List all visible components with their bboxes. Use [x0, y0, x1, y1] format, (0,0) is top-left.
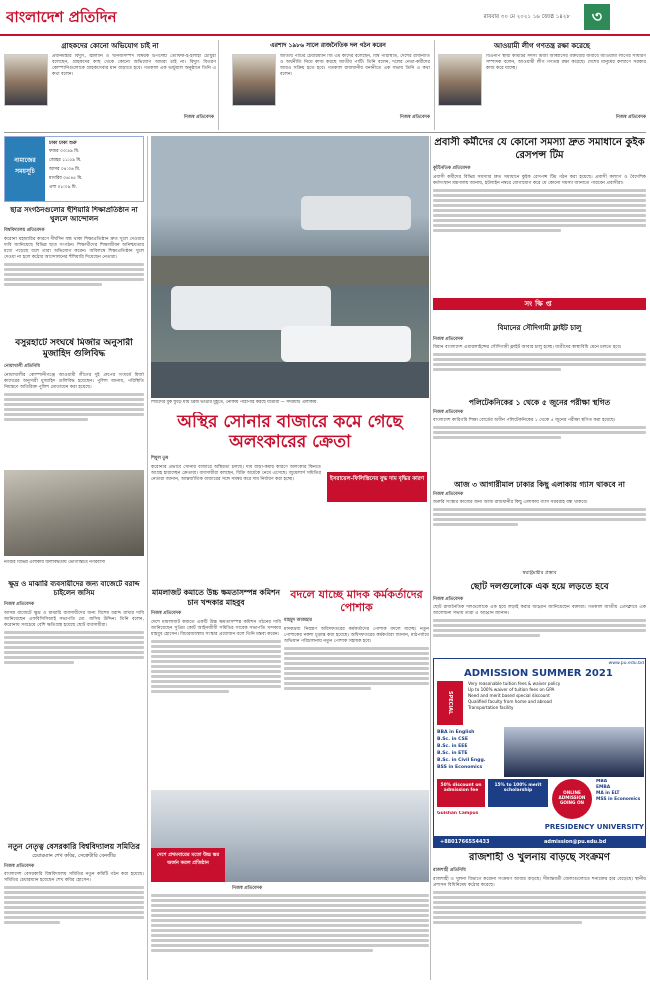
top-story-2-body: জাতীয় পার্টির চেয়ারম্যান জি এম কাদের বলেছেন, বিশ্ব পরিস্থিতি, দেশের রাজনীতি ও অর্থনীতি নিয়ে কাজ করছে জাতীয় পার্টি। তিনি বলেন, দলের নেতা-কর্মীদের আরও সক্রিয় হতে হবে। গতকাল রাজধানীর বনানীতে এক সভায় তিনি এ কথা বলেন।: [280, 54, 430, 77]
admission-ad[interactable]: [433, 658, 646, 848]
main-story: [151, 412, 429, 586]
brief-headline: বিমানের সৌদিগামী ফ্লাইট চালু: [497, 324, 582, 332]
story-right-4-byline: রাজশাহী প্রতিনিধি: [433, 868, 466, 873]
masthead: [0, 0, 650, 36]
ad-campus: Gulshan Campus: [437, 811, 479, 816]
brief-byline: নিজস্ব প্রতিবেদক: [433, 492, 464, 497]
story-left-2-headline: বসুরহাটে সংঘর্ষে মির্জার অনুসারী মুজাহিদ গুলিবিদ্ধ: [15, 338, 133, 359]
ad-url[interactable]: www.pu.edu.bd: [608, 661, 644, 666]
story-right-3-byline: নিজস্ব প্রতিবেদক: [433, 597, 464, 602]
portrait-photo: [232, 54, 276, 106]
top-story-1-byline: নিজস্ব প্রতিবেদক: [183, 115, 214, 120]
brief-item: [433, 322, 646, 396]
brief-headline: পলিটেকনিকের ১ থেকে ৫ জুনের পরীক্ষা স্থগিত: [468, 398, 611, 407]
brief-byline: নিজস্ব প্রতিবেদক: [433, 337, 464, 342]
top-story-2-headline: এরশাদ ১৯৮৬ সালে রাজনৈতিক দল গঠন করেন: [270, 42, 386, 49]
ad-discount-text: 50% discount on admission fee: [440, 783, 482, 793]
brief-item: [433, 398, 646, 478]
ad-program: MA in ELT: [596, 791, 620, 796]
paper-name: বাংলাদেশ প্রতিদিন: [6, 8, 117, 26]
top-story-3-body: বিএনপি স্থায়ী কমিটির সদস্য মির্জা আব্বাসের বক্তব্যের জবাবে আওয়ামী লীগের সাধারণ সম্পাদক বলেন, আওয়ামী লীগ গণতন্ত্র রক্ষা করেছে। দেশের মানুষের কল্যাণে সরকার কাজ করে যাচ্ছে।: [486, 54, 646, 71]
story-right-1: [433, 136, 646, 296]
top-story-1-body: প্রধানমন্ত্রীর বিদ্যুৎ, জ্বালানি ও খনিজসম্পদ বিষয়ক উপদেষ্টা তৌফিক-ই-ইলাহী চৌধুরী বলেছেন, গ্রাহকদের কাছ থেকে কোনো অভিযোগ আমরা চাই না। বিদ্যুৎ বিতরণ কোম্পানিগুলোকে গ্রাহকসেবার মান বাড়াতে হবে। গতকাল এক ভার্চুয়াল অনুষ্ঠানে তিনি এ কথা বলেন।: [52, 54, 216, 77]
weather-row: আসর ০৪:৩৬ মি.: [49, 167, 81, 172]
pull-quote-text: ইসরায়েল-ফিলিস্তিনের যুদ্ধ দাম বৃদ্ধির কারণ: [329, 476, 425, 482]
weather-row: ফজর ০৩:৪৯ মি.: [49, 149, 80, 154]
top-story-1: [4, 40, 216, 130]
weather-row: জোহর ১১:৫৯ মি.: [49, 158, 82, 163]
story-left-3-byline: নিজস্ব প্রতিবেদক: [4, 602, 35, 607]
story-left-4-headline: নতুন নেতৃত্ব বেসরকারি বিশ্ববিদ্যালয় সমিতির: [8, 842, 140, 851]
boat-shape: [301, 196, 411, 230]
story-left-4-byline: নিজস্ব প্রতিবেদক: [4, 864, 35, 869]
story-center-2-body: দেশে মামলাজট কমাতে একটি উচ্চ ক্ষমতাসম্পন্ন কমিশন গঠনের দাবি জানিয়েছেন সুপ্রিম কোর্ট আইনজীবী সমিতির সাবেক সভাপতি খন্দকার মাহবুব হোসেন। বিচারব্যবস্থায় সংস্কার প্রয়োজন বলে তিনি মন্তব্য করেন।: [151, 620, 281, 637]
boat-shape: [281, 326, 411, 362]
weather-row: মাগরিব ০৬:৪৫ মি.: [49, 176, 83, 181]
ad-badge-text: SPECIAL: [447, 691, 453, 715]
ad-discount: [437, 779, 485, 807]
story-left-2-byline: নোয়াখালী প্রতিনিধি: [4, 364, 41, 369]
story-center-2-byline: নিজস্ব প্রতিবেদক: [151, 611, 182, 616]
ad-online-text: ONLINE ADMISSION GOING ON: [558, 790, 586, 805]
ad-program: BBA in English: [437, 730, 475, 735]
brief-item: [433, 480, 646, 566]
top-story-2-byline: নিজস্ব প্রতিবেদক: [399, 115, 430, 120]
ad-waiver-text: 15% to 100% merit scholarship: [494, 783, 542, 793]
paper-logo: [6, 6, 146, 28]
story-left-3-headline: ক্ষুদ্র ও মাঝারি ব্যবসায়ীদের জন্য বাজেটে বরাদ্দ চাইলেন জসিম: [8, 580, 140, 597]
story-right-1-headline: প্রবাসী কর্মীদের যে কোনো সমস্যা দ্রুত সমাধানে কুইক রেসপন্স টিম: [434, 137, 645, 161]
top-story-1-headline: গ্রাহকদের কোনো অভিযোগ চাই না: [61, 42, 159, 50]
ad-program: EMBA: [596, 785, 611, 790]
award-photo-caption-text: দেশে প্রথমবারের মতো উচ্চ স্তর অর্জন করল প্রতিষ্ঠান: [156, 852, 220, 866]
story-right-1-body: প্রবাসী কর্মীদের বিভিন্ন সমস্যার দ্রুত সমাধানে কুইক রেসপন্স টিম গঠন করা হয়েছে। প্রবাসী কল্যাণ ও বৈদেশিক কর্মসংস্থান মন্ত্রণালয় জানায়, হটলাইন নম্বরে যোগাযোগ করে যে কোনো সমস্যা জানাতে পারবেন প্রবাসীরা।: [433, 175, 646, 186]
main-story-headline: অস্থির সোনার বাজারে কমে গেছে অলংকারের ক্রেতা: [177, 412, 403, 452]
top-story-2: [222, 40, 434, 130]
sankhipta-header: [433, 298, 646, 310]
ad-bullet: Need and merit based special discount: [468, 693, 550, 698]
weather-label: [5, 137, 45, 201]
story-right-1-byline: কূটনৈতিক প্রতিবেদক: [433, 166, 471, 171]
ad-special-badge: [437, 681, 463, 725]
main-story-body: করোনার প্রভাবে সোনার বাজারে অস্থিরতা চলছে। দাম বাড়া-কমার কারণে অলংকার কিনতে আগ্রহ হারাচ্ছেন ক্রেতারা। ব্যবসায়ীরা বলছেন, বিক্রি অর্ধেকে নেমে এসেছে। জুয়েলার্স সমিতির নেতারা জানান, আন্তর্জাতিক বাজারের সঙ্গে সমন্বয় করে দাম নির্ধারণ করা হচ্ছে।: [151, 465, 321, 482]
story-center-3-body: মাদকদ্রব্য নিয়ন্ত্রণ অধিদফতরের কর্মকর্তাদের পোশাক বদলে যাচ্ছে। নতুন পোশাকের নকশা চূড়ান্ত করা হয়েছে। অধিদফতরের কর্মকর্তারা জানান, মাঠপর্যায়ে অভিযান পরিচালনায় নতুন পোশাক সহায়ক হবে।: [284, 627, 429, 644]
section-title: [578, 4, 650, 32]
portrait-photo: [4, 54, 48, 106]
boat-scene: [151, 136, 429, 398]
ad-university: PRESIDENCY UNIVERSITY: [544, 823, 644, 831]
weather-header: ঢাকা ঢাকা শুরু: [49, 141, 77, 146]
story-left-4: [4, 842, 144, 980]
page-number: ৩: [584, 4, 610, 30]
street-photo: [4, 470, 144, 556]
story-left-1: [4, 206, 144, 334]
ad-program: B.Sc. in Civil Engg.: [437, 758, 486, 763]
brief-headline: আজ ৩ আগারীমাল ঢাকার কিছু এলাকায় গ্যাস থাকবে না: [454, 480, 625, 489]
story-center-2-headline: মামলাজট কমাতে উচ্চ ক্ষমতাসম্পন্ন কমিশন চান খন্দকার মাহবুব: [151, 588, 281, 607]
story-right-3-kicker: স্বরাষ্ট্রমন্ত্রীর প্রস্তাব: [522, 570, 557, 576]
story-left-4-sub: চেয়ারম্যান শেখ কবির, সেক্রেটারি বেনজীর: [32, 853, 116, 859]
main-photo: [151, 136, 429, 398]
main-story-byline: শিমুল তুষ: [151, 456, 169, 461]
ad-program: MSS in Economics: [596, 797, 641, 802]
pull-quote: [327, 472, 427, 502]
story-right-3-headline: ছোট দলগুলোকে এক হয়ে লড়তে হবে: [470, 582, 609, 592]
ad-title: ADMISSION SUMMER 2021: [464, 668, 613, 679]
award-photo-caption: [151, 848, 225, 882]
story-left-2-body: নোয়াখালীর কোম্পানীগঞ্জে আওয়ামী লীগের দুই গ্রুপের সংঘর্ষে মির্জা কাদেরের অনুসারী মুজাহিদ গুলিবিদ্ধ হয়েছেন। পুলিশ জানায়, পরিস্থিতি নিয়ন্ত্রণে অতিরিক্ত পুলিশ মোতায়েন করা হয়েছে।: [4, 373, 144, 390]
ad-email[interactable]: admission@pu.edu.bd: [544, 839, 607, 845]
weather-label-text: নামাজের সময়সূচি: [14, 157, 36, 175]
ad-graduates-photo: [504, 727, 644, 777]
main-photo-caption: শিশুদের বুক ফুঁড়ে যায় ব্রিজ ভাঙার মুহূর্তে, নৌকায় পারাপার করছে যাত্রীরা — সদরঘাট এলাকায়: [151, 400, 317, 405]
top-story-3-byline: নিজস্ব প্রতিবেদক: [615, 115, 646, 120]
ad-online-badge[interactable]: [552, 779, 592, 819]
ad-contact-bar: [434, 836, 645, 848]
ad-bullet: Qualified faculty from home and abroad: [468, 699, 552, 704]
story-right-3-body: ছোট রাজনৈতিক দলগুলোকে এক হয়ে লড়াই করার আহ্বান জানিয়েছেন বক্তারা। গতকাল জাতীয় প্রেসক্লাবে এক আলোচনা সভায় তারা এ আহ্বান জানান।: [433, 605, 646, 616]
dateline: রবিবার ৩০ মে ২০২১ ১৬ জ্যৈষ্ঠ ১৪২৮: [483, 14, 570, 20]
story-left-1-byline: বিশ্ববিদ্যালয় প্রতিবেদক: [4, 228, 45, 233]
top-story-3-headline: আওয়ামী লীগ গণতন্ত্র রক্ষা করেছে: [493, 42, 590, 50]
story-right-4: [433, 852, 646, 980]
award-photo-byline: নিজস্ব প্রতিবেদক: [232, 886, 263, 891]
ad-program: B.Sc. in ETE: [437, 751, 468, 756]
ad-program: B.Sc. in EEE: [437, 744, 468, 749]
street-photo-caption: নগরীর বিভিন্ন এলাকায় জলাবদ্ধতায় ভোগান্তিতে নগরবাসী: [4, 560, 106, 565]
weather-box: [4, 136, 144, 202]
story-right-3: [433, 570, 646, 656]
ad-bullet: Up to 100% waiver of tuition fees on GPA: [468, 687, 555, 692]
boat-shape: [171, 286, 331, 330]
ad-program: B.Sc. in CSE: [437, 737, 468, 742]
story-left-3-body: আসন্ন বাজেটে ক্ষুদ্র ও মাঝারি ব্যবসায়ীদের জন্য বিশেষ বরাদ্দ রাখার দাবি জানিয়েছেন এফবিসিসিআই সভাপতি মো. জসিম উদ্দিন। তিনি বলেন, করোনায় সবচেয়ে বেশি ক্ষতিগ্রস্ত হয়েছে ছোট ব্যবসায়ীরা।: [4, 611, 144, 628]
weather-row: এশা ০৮:০৯ মি.: [49, 185, 77, 190]
ad-bullet: Very reasonable tuition fees & waiver policy: [468, 681, 561, 686]
top-story-3: [438, 40, 646, 130]
ad-bullet: Transportation facility: [468, 705, 514, 710]
ad-program: MBA: [596, 779, 608, 784]
sankhipta-label: সংক্ষিপ্ত: [524, 300, 555, 308]
story-right-4-body: রাজশাহী ও খুলনা বিভাগে করোনা সংক্রমণ আবার বাড়ছে। সীমান্তবর্তী জেলাগুলোতে শনাক্তের হার বেড়েছে। স্থানীয় প্রশাসন বিধিনিষেধ কঠোর করেছে।: [433, 877, 646, 888]
story-left-3: [4, 580, 144, 706]
story-center-3-headline: বদলে যাচ্ছে মাদক কর্মকর্তাদের পোশাক: [290, 588, 423, 614]
ad-waiver: [488, 779, 548, 807]
story-left-1-headline: ছাত্র সংগঠনগুলোর হুঁশিয়ারি শিক্ষাপ্রতিষ্ঠান না খুললে আন্দোলন: [10, 206, 138, 223]
story-left-1-body: করোনা মহামারির কারণে দীর্ঘদিন বন্ধ থাকা শিক্ষাপ্রতিষ্ঠান দ্রুত খুলে দেওয়ার দাবি জানিয়েছে বিভিন্ন ছাত্র সংগঠন। শিক্ষার্থীদের শিক্ষাজীবন অনিশ্চয়তার মধ্যে পড়েছে বলে তারা অভিযোগ করেন। অবিলম্বে শিক্ষাপ্রতিষ্ঠান খুলে দেওয়া না হলে কঠোর আন্দোলনের হুঁশিয়ারি দিয়েছেন নেতারা।: [4, 237, 144, 260]
ad-program: BSS in Economics: [437, 765, 483, 770]
brief-byline: নিজস্ব প্রতিবেদক: [433, 410, 464, 415]
story-left-4-body: বাংলাদেশ বেসরকারি বিশ্ববিদ্যালয় সমিতির নতুন কমিটি গঠন করা হয়েছে। সমিতির চেয়ারম্যান হয়েছেন শেখ কবির হোসেন।: [4, 872, 144, 883]
brief-body: জরুরি সংস্কার কাজের জন্য আজ রাজধানীর কিছু এলাকায় গ্যাস সরবরাহ বন্ধ থাকবে।: [433, 500, 588, 505]
brief-body: বাংলাদেশ কারিগরি শিক্ষা বোর্ডের অধীন পলিটেকনিকের ১ থেকে ৫ জুনের পরীক্ষা স্থগিত করা হয়েছে।: [433, 418, 616, 423]
center-bottom-body: [151, 892, 429, 980]
story-right-4-headline: রাজশাহী ও খুলনায় বাড়ছে সংক্রমণ: [469, 852, 610, 863]
portrait-photo: [438, 54, 482, 106]
brief-body: বিমান বাংলাদেশ এয়ারলাইন্সের সৌদিগামী ফ্লাইট আবার চালু হচ্ছে। যাত্রীদের স্বাস্থ্যবিধি মেনে চলতে হবে।: [433, 345, 622, 350]
ad-phone[interactable]: +8801766554433: [440, 839, 490, 845]
story-center-3-byline: মাহমুদ আজহার: [284, 618, 313, 623]
